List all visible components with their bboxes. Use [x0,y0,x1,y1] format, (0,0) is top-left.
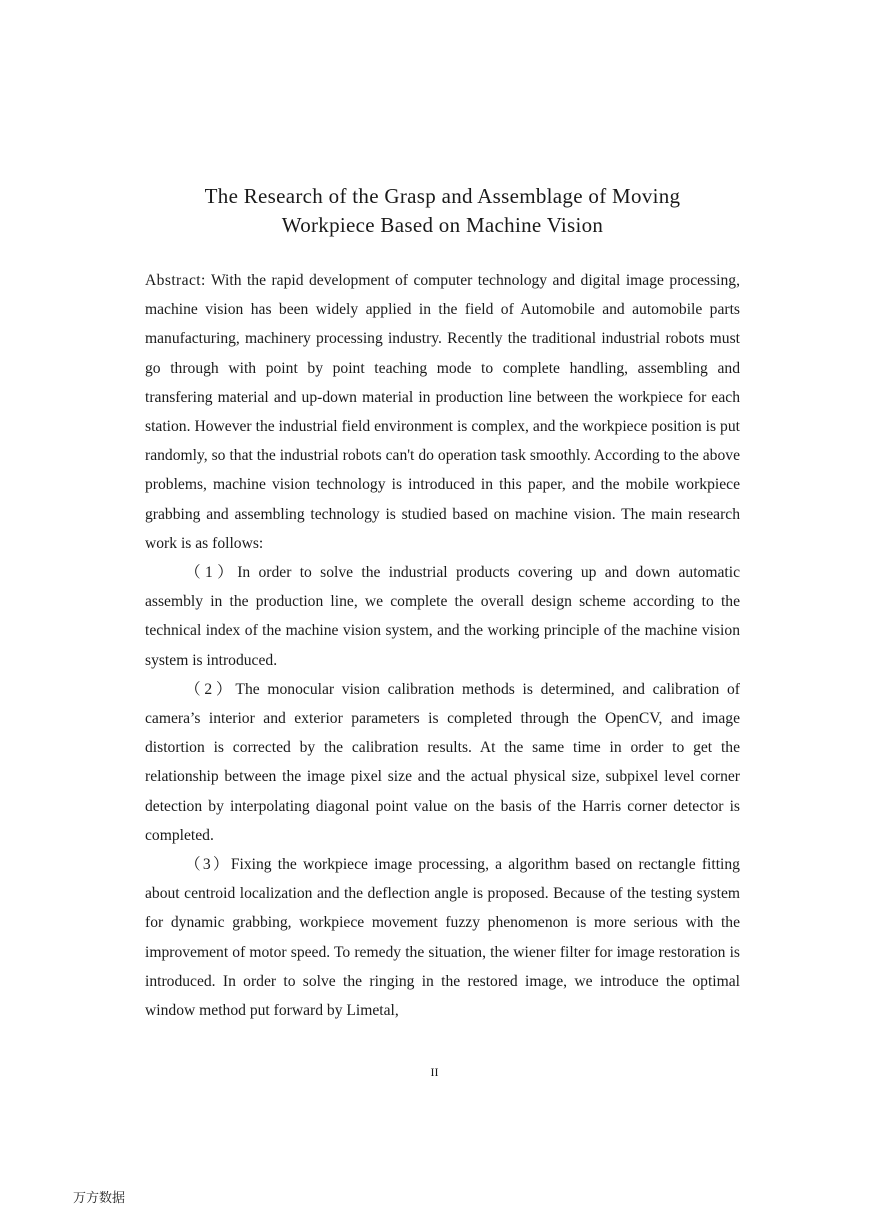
research-item-2-marker: （2） [185,680,236,698]
research-item-2 [145,675,740,850]
paper-title-line-2: Workpiece Based on Machine Vision [281,213,604,237]
research-item-3-text: Fixing the workpiece image processing, a algorithm based on rectangle fitting about centroid localization and the deflection angle is proposed. Because of the testing system for dynamic grabbing, workpiece movement fuzzy phenomenon is more serious with the improvement of motor speed. To remedy the situation, the wiener filter for image restoration is introduced. In order to solve the ringing in the restored image, we introduce the optimal window method put forward by Limetal, [145,856,740,1020]
research-item-2-text: The monocular vision calibration methods is determined, and calibration of camera’s interior and exterior parameters is completed through the OpenCV, and image distortion is corrected by the calibration results. At the same time in order to get the relationship between the image pixel size and the actual physical size, subpixel level corner detection by interpolating diagonal point value on the basis of the Harris corner detector is completed. [145,680,740,844]
watermark-text: 万方数据 [73,1191,126,1206]
research-item-1 [145,558,740,675]
research-item-3-marker: （3） [185,856,231,874]
page-number: II [430,1065,439,1079]
research-item-3 [145,850,740,1025]
research-item-1-text: In order to solve the industrial products covering up and down automatic assembly in the production line, we complete the overall design scheme according to the technical index of the machine vision system, and the working principle of the machine vision system is introduced. [145,564,740,669]
abstract-body [145,266,740,1025]
paper-title-line-1: The Research of the Grasp and Assemblage of Moving [204,184,681,208]
paper-title [120,182,765,240]
abstract-label: Abstract: [145,272,206,289]
abstract-paragraph [145,266,740,558]
abstract-text: With the rapid development of computer technology and digital image processing, machine vision has been widely applied in the field of Automobile and automobile parts manufacturing, machinery processing industry. Recently the traditional industrial robots must go through with point by point teaching mode to complete handling, assembling and transfering material and up-down material in production line between the workpiece for each station. However the industrial field environment is complex, and the workpiece position is put randomly, so that the industrial robots can't do operation task smoothly. According to the above problems, machine vision technology is introduced in this paper, and the mobile workpiece grabbing and assembling technology is studied based on machine vision. The main research work is as follows: [145,272,740,552]
research-item-1-marker: （1） [185,564,238,582]
